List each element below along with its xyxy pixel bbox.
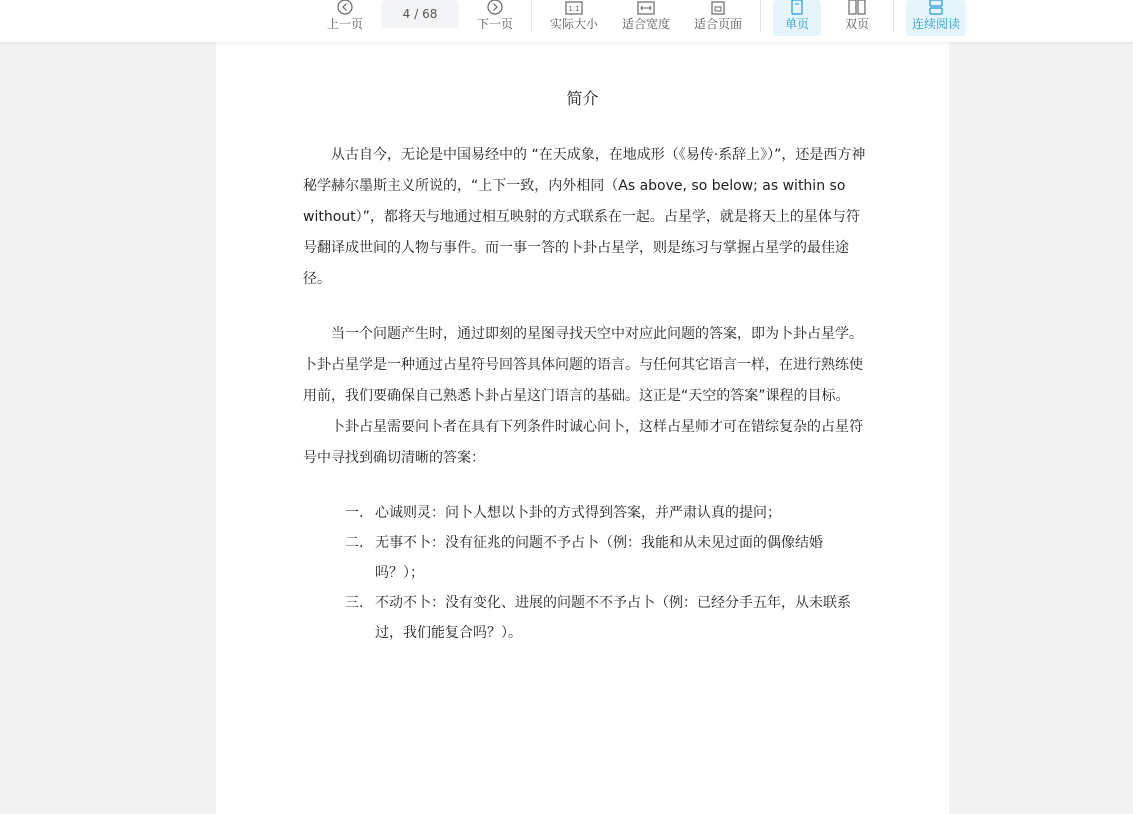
document-body xyxy=(303,140,867,648)
prev-page-button[interactable] xyxy=(324,0,366,40)
toolbar-divider xyxy=(760,0,761,32)
actual-size-glyph: 1:1 xyxy=(568,5,580,13)
chevron-left-circle-icon xyxy=(337,0,353,15)
list-item-number: 一. xyxy=(345,505,364,521)
double-page-label: 双页 xyxy=(844,17,869,31)
continuous-reading-button[interactable] xyxy=(906,0,966,36)
fit-width-button[interactable] xyxy=(618,0,674,40)
actual-size-icon xyxy=(565,0,583,15)
current-page-number[interactable]: 4 xyxy=(402,7,411,21)
reader-toolbar xyxy=(0,0,1133,42)
single-page-label: 单页 xyxy=(784,17,809,31)
single-page-icon xyxy=(790,0,804,15)
next-page-label: 下一页 xyxy=(476,17,513,31)
single-page-button[interactable] xyxy=(773,0,821,36)
paragraph: 当一个问题产生时，通过即刻的星图寻找天空中对应此问题的答案，即为卜卦占星学。卜卦占星学是一种通过占星符号回答具体问题的语言。与任何其它语言一样，在进行熟练使用前，我们要确保自己熟悉卜卦占星这门语言的基础。这正是“天空的答案”课程的目标。 xyxy=(303,326,863,404)
conditions-list xyxy=(303,498,867,648)
page-title: 简介 xyxy=(566,89,599,108)
toolbar-divider xyxy=(531,0,532,32)
list-item-text: 不动不卜：没有变化、进展的问题不不予占卜（例：已经分手五年，从未联系过，我们能复合吗？）。 xyxy=(375,595,851,641)
list-item xyxy=(303,588,867,648)
list-item xyxy=(303,498,867,528)
list-item-number: 三. xyxy=(345,595,364,611)
chevron-right-circle-icon xyxy=(487,0,503,15)
fit-width-icon xyxy=(637,0,655,15)
toolbar-divider xyxy=(893,0,894,32)
continuous-scroll-icon xyxy=(928,0,944,15)
total-pages: / 68 xyxy=(414,7,438,21)
fit-page-icon xyxy=(710,0,726,15)
double-page-button[interactable] xyxy=(835,0,879,40)
fit-width-label: 适合宽度 xyxy=(621,17,670,31)
fit-page-label: 适合页面 xyxy=(693,17,742,31)
list-item-text: 心诚则灵：问卜人想以卜卦的方式得到答案，并严肃认真的提问； xyxy=(375,505,781,521)
paragraph: 卜卦占星需要问卜者在具有下列条件时诚心问卜，这样占星师才可在错综复杂的占星符号中寻找到确切清晰的答案： xyxy=(303,419,863,466)
document-page xyxy=(216,42,949,814)
fit-page-button[interactable] xyxy=(690,0,746,40)
actual-size-button[interactable] xyxy=(546,0,602,40)
prev-page-label: 上一页 xyxy=(326,17,363,31)
list-item xyxy=(303,528,867,588)
double-page-icon xyxy=(848,0,866,15)
page-indicator[interactable] xyxy=(381,0,459,28)
list-item-number: 二. xyxy=(345,535,364,551)
next-page-button[interactable] xyxy=(474,0,516,40)
continuous-reading-label: 连续阅读 xyxy=(911,17,960,31)
list-item-text: 无事不卜：没有征兆的问题不予占卜（例：我能和从未见过面的偶像结婚吗？）； xyxy=(375,535,823,581)
paragraph: 从古自今，无论是中国易经中的 “在天成象，在地成形（《易传·系辞上》）”，还是西方神秘学赫尔墨斯主义所说的，“上下一致，内外相同（As above, so below; as within so without）”，都将天与地通过相互映射的方式联系在一起。占星学，就是将天上的星体与符号翻译成世间的人物与事件。而一事一答的卜卦占星学，则是练习与掌握占星学的最佳途径。 xyxy=(303,147,866,287)
actual-size-label: 实际大小 xyxy=(549,17,598,31)
